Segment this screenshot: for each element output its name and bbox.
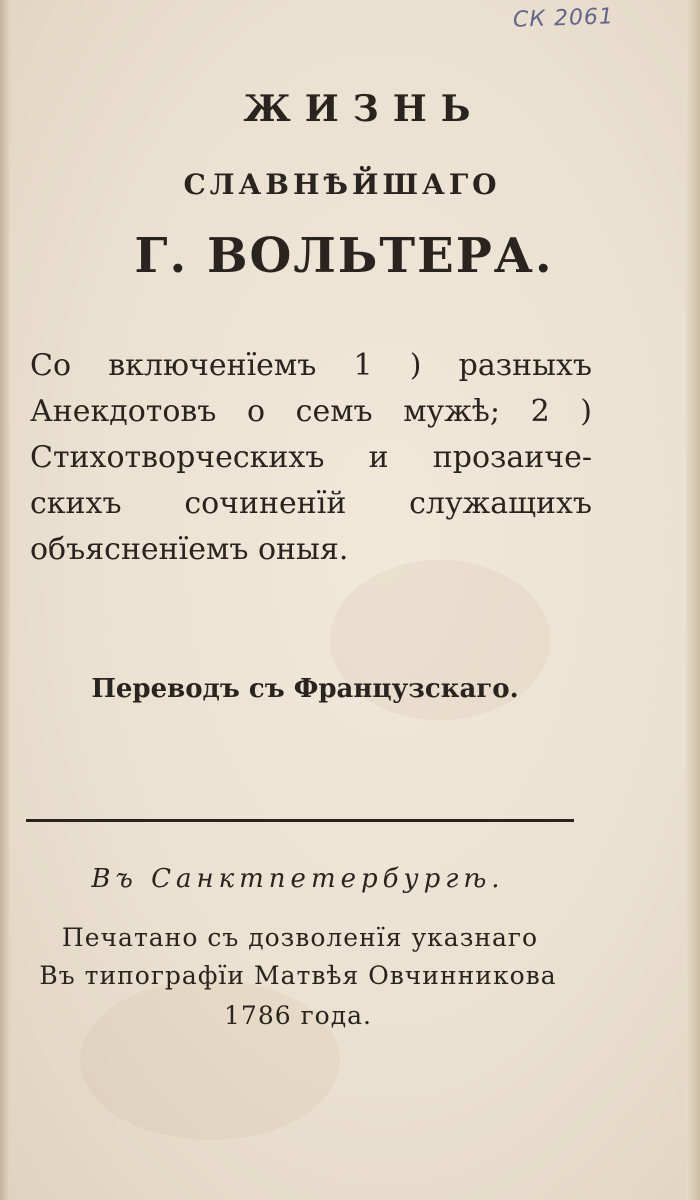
book-title-line-1: ЖИЗНЬ [243, 88, 485, 130]
imprint-year: 1786 года. [224, 1001, 372, 1030]
imprint-line-1: Печатано съ дозволенїя указнаго [61, 923, 539, 952]
imprint-line-2: Въ типографїи Матвѣя Овчинникова [39, 961, 557, 990]
horizontal-rule [26, 819, 574, 822]
description-line: скихъ сочиненїй служащихъ [30, 486, 592, 521]
book-title-line-3: Г. ВОЛЬТЕРА. [134, 228, 554, 284]
imprint-place: Въ Санктпетербургѣ. [91, 864, 505, 894]
translation-note: Переводъ съ Французскаго. [91, 674, 519, 704]
book-title-line-2: СЛАВНѢЙШАГО [183, 168, 501, 201]
description-line: Стихотворческихъ и прозаиче- [30, 440, 592, 475]
description-line: объясненїемъ оныя. [30, 532, 349, 567]
description-line: Со включенїемъ 1 ) разныхъ [30, 348, 592, 383]
description-line: Анекдотовъ о семъ мужѣ; 2 ) [30, 394, 592, 429]
shelfmark-stamp: СК 2061 [512, 4, 615, 33]
